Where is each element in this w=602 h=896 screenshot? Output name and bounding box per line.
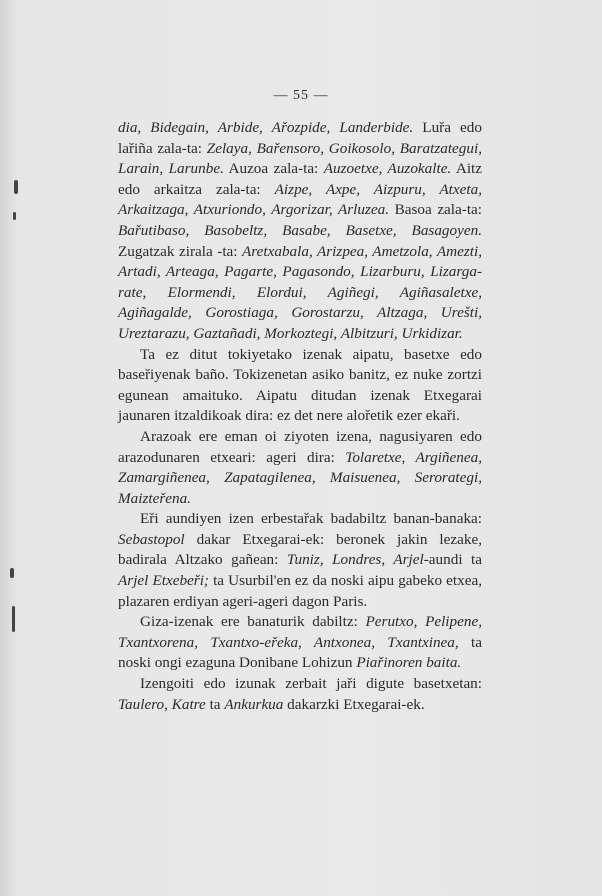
body-text bbox=[118, 118, 482, 715]
italic-run: Sebastopol bbox=[118, 530, 185, 548]
text-run: Ta ez ditut tokiyetako izenak aipatu, basetxe edo baseřiyenak baño. Tokizenetan asiko banitz, ez nuke zortzi egunean amaituko. Aipatu ditudan izenak Etxegarai jaunaren itzaldikoak dira: ez det nere alořetik ezer ekaři. bbox=[118, 345, 482, 425]
italic-run: Aizpe, Axpe, Aizpuru, Atxeta, Arkaitzaga, Atxuriondo, Argorizar, Arluzea. bbox=[118, 180, 482, 219]
italic-run: Perutxo, Pelipene, Txantxorena, Txantxo-eřeka, Antxonea, Txantxinea, bbox=[118, 613, 482, 651]
text-run: -aundi ta bbox=[423, 551, 482, 569]
text-run: Eři aundiyen izen erbestařak badabiltz banan-banaka: bbox=[140, 510, 482, 528]
italic-run: Zelaya, Bařensoro, Goikosolo, Baratzategui, Larain, Larunbe. bbox=[118, 139, 482, 178]
text-run: Auzoa zala-ta: bbox=[223, 160, 324, 178]
italic-run: Arjel Etxebeři; bbox=[118, 572, 209, 590]
paragraph bbox=[118, 674, 482, 715]
italic-run: Taulero, Katre bbox=[118, 695, 206, 713]
italic-run: Tuniz, Londres, Arjel bbox=[286, 551, 424, 569]
paragraph bbox=[118, 509, 482, 612]
text-run: Basoa zala-ta: bbox=[389, 201, 482, 219]
text-run: ta bbox=[205, 695, 225, 713]
italic-run: dia, Bidegain, Arbide, Ařozpide, Landerbide. bbox=[118, 119, 414, 136]
text-run: dakar Etxegarai-ek: beronek jakin lezake, badirala Altzako gañean: bbox=[118, 530, 482, 569]
italic-run: Bařutibaso, Basobeltz, Basabe, Basetxe, Basagoyen. bbox=[118, 221, 482, 239]
text-run: Izengoiti edo izunak zerbait jaři digute basetxetan: bbox=[140, 675, 482, 693]
text-run: ta noski ongi ezaguna Donibane Lohizun bbox=[118, 633, 482, 672]
text-run: dakarzki Etxegarai-ek. bbox=[283, 695, 425, 713]
binding-mark bbox=[14, 180, 18, 194]
text-run: ta Usurbil'en ez da noski aipu gabeko etxea, plazaren erdiyan ageri-ageri dagon Paris. bbox=[118, 572, 482, 610]
italic-run: Tolaretxe, Argiñenea, Zamargiñenea, Zapatagilenea, Maisuenea, Serorategi, Maizteřena. bbox=[118, 448, 482, 507]
page-number: — 55 — bbox=[273, 88, 329, 103]
text-run: Aitz edo arkaitza zala-ta: bbox=[118, 160, 482, 198]
paragraph bbox=[118, 345, 482, 427]
text-run: Arazoak ere eman oi ziyoten izena, nagusiyaren edo arazodunaren etxeari: ageri dira: bbox=[118, 427, 482, 466]
italic-run: Aretxabala, Arizpea, Ametzola, Amezti, Artadi, Arteaga, Pagarte, Pagasondo, Lizarburu, Lizargarate, Elormendi, Elordui, Agiñegi, Agiñasaletxe, Agiñagalde, Gorostiaga, Gorostarzu, Altzaga, Urešti, Ureztarazu, Gaztañadi, Morkoztegi, Albitzuri, Urkidizar. bbox=[118, 242, 482, 342]
paragraph bbox=[118, 427, 482, 509]
paragraph bbox=[118, 612, 482, 674]
binding-mark bbox=[12, 606, 15, 632]
italic-run: Ankurkua bbox=[224, 695, 284, 713]
binding-mark bbox=[13, 212, 16, 220]
italic-run: Auzoetxe, Auzokalte. bbox=[323, 160, 452, 178]
text-run: Luřa edo lařiña zala-ta: bbox=[118, 119, 482, 157]
text-run: Zugatzak zirala -ta: bbox=[118, 242, 243, 260]
italic-run: Piařinoren baita. bbox=[356, 654, 462, 672]
binding-mark bbox=[10, 568, 14, 578]
paragraph bbox=[118, 118, 482, 345]
text-run: Giza-izenak ere banaturik dabiltz: bbox=[140, 613, 366, 631]
